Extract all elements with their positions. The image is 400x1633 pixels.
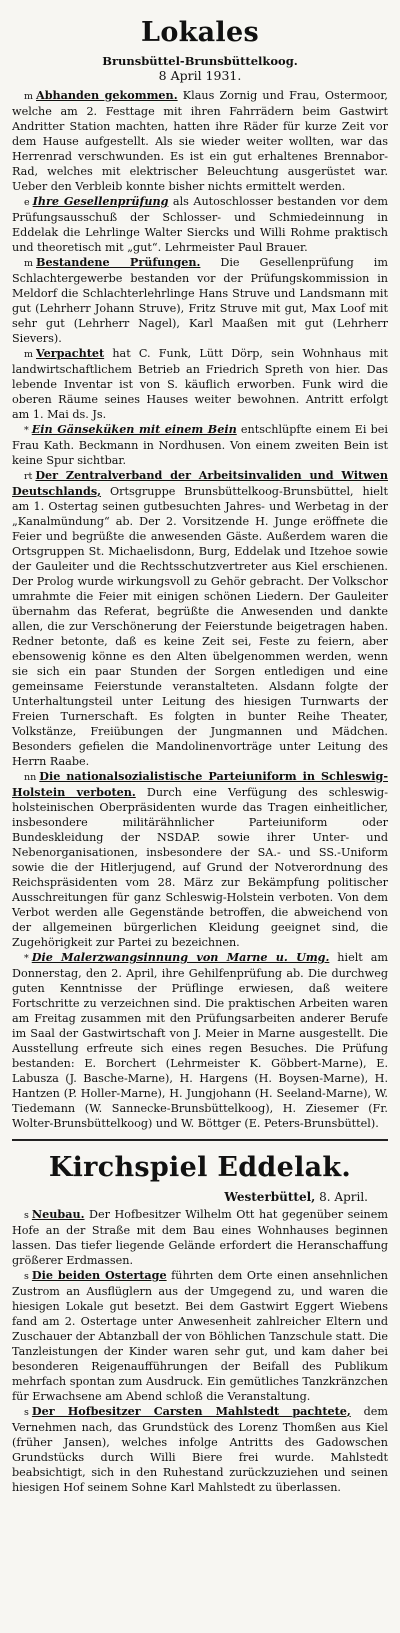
article-marker: s <box>24 1210 29 1221</box>
article-heading: Bestandene Prüfungen. <box>36 255 201 269</box>
article-body: Durch eine Verfügung des schleswig-holsteinischen Oberpräsidenten wurde das Tragen einheitlicher, insbesondere militärähnlicher Parteiuniform oder Bundeskleidung der NSDAP. sowie ihrer Unter- und Nebenorganisationen, insbesondere der SA.- und SS.-Uniform sowie die der Hitlerjugend, auf Grund der Notverordnung des Reichspräsidenten vom 28. März zur Bekämpfung politischer Ausschreitungen für ganz Schleswig-Holstein verboten. Von dem Verbot werden alle Gegenstände betroffen, die abweichend von der allgemeinen bürgerlichen Kleidung geeignet sind, die Zugehörigkeit zur Partei zu bezeichnen. <box>12 786 389 949</box>
article <box>12 1207 388 1268</box>
dateline-date: 8. April. <box>315 1190 368 1204</box>
article-body: entschlüpfte einem Ei bei Frau Kath. Beckmann in Nordhusen. Von einem zweiten Bein ist keine Spur sichtbar. <box>12 423 389 467</box>
article <box>12 255 388 346</box>
section-title: Lokales <box>141 17 259 48</box>
article-marker: rt <box>24 471 33 482</box>
article-heading: Ein Gänseküken mit einem Bein <box>31 422 237 436</box>
dateline-date: 8 April 1931. <box>158 68 242 83</box>
article <box>12 769 388 950</box>
article-body: Der Hofbesitzer Wilhelm Ott hat gegenüber seinem Hofe an der Straße mit dem Bau eines Wohnhauses beginnen lassen. Das tiefer liegende Gelände erfordert die Heranschaffung größerer Erdmassen. <box>12 1208 388 1267</box>
section-lokales <box>12 18 388 1131</box>
article <box>12 950 388 1131</box>
article <box>12 422 388 468</box>
article-heading: Der Hofbesitzer Carsten Mahlstedt pachtete, <box>31 1404 351 1418</box>
article-marker: e <box>24 197 30 208</box>
article-heading: Neubau. <box>31 1207 85 1221</box>
article-marker: s <box>24 1407 29 1418</box>
article-body: führten dem Orte einen ansehnlichen Zustrom an Ausflüglern aus der Umgegend zu, und waren die hiesigen Lokale gut besetzt. Bei dem Gastwirt Eggert Wiebens fand am 2. Ostertage unter Anwesenheit zahlreicher Eltern und Zuschauer der Abtanzball der von Böhlichen Tanzschule statt. Die Tanzleistungen der Kinder waren sehr gut, und kam daher bei besonderen Reigenaufführungen der Beifall des Publikum mehrfach spontan zum Ausdruck. Ein gemütliches Tanzkränzchen für Erwachsene am Abend schloß die Veranstaltung. <box>12 1269 388 1403</box>
dateline-place: Brunsbüttel-Brunsbüttelkoog. <box>102 54 298 68</box>
article <box>12 88 388 194</box>
article-marker: * <box>24 425 29 436</box>
article-marker: m <box>24 91 34 102</box>
article-body: Klaus Zornig und Frau, Ostermoor, welche am 2. Festtage mit ihren Fahrrädern beim Gastwirt Andritter Station machten, hatten ihre Räder für kurze Zeit vor dem Hause aufgestellt. Als sie wieder weiter wollten, war das Herrenrad verschwunden. Es ist ein gut erhaltenes Brennabor-Rad, welches mit elektrischer Beleuchtung ausgerüstet war. Ueber den Verbleib konnte bisher nichts ermittelt werden. <box>12 89 388 193</box>
article <box>12 1404 388 1495</box>
article-body: Die Gesellenprüfung im Schlachtergewerbe bestanden vor der Prüfungskommission in Meldorf die Schlachterlehrlinge Hans Struve und Landsmann mit gut (Lehrherr Johann Struve), Fritz Struve mit gut, Max Loof mit sehr gut (Lehrherr Nagel), Karl Maaßen mit gut (Lehrherr Sievers). <box>12 256 388 345</box>
article-marker: nn <box>24 772 37 783</box>
article-body: als Autoschlosser bestanden vor dem Prüfungsausschuß der Schlosser- und Schmiedeinnung in Eddelak die Lehrlinge Walter Siercks und Willi Rohme praktisch und theoretisch mit „gut“. Lehrmeister Paul Brauer. <box>12 195 388 254</box>
article-marker: s <box>24 1271 29 1282</box>
article-heading: Verpachtet <box>36 346 105 360</box>
article-heading: Der Zentralverband der Arbeitsinvaliden und Witwen Deutschlands, <box>12 468 388 498</box>
article-list <box>12 88 388 1131</box>
article-marker: * <box>24 953 29 964</box>
article-body: dem Vernehmen nach, das Grundstück des Lorenz Thomßen aus Kiel (früher Jansen), welches infolge Antritts des Gadowschen Grundstücks durch Willi Biere frei wurde. Mahlstedt beabsichtigt, sich in den Ruhestand zurückzuziehen und seinen hiesigen Hof seinem Sohne Karl Mahlstedt zu überlassen. <box>12 1405 389 1494</box>
article-body: Ortsgruppe Brunsbüttelkoog-Brunsbüttel, hielt am 1. Ostertag seinen gutbesuchten Jahres- und Werbetag in der „Kanalmündung“ ab. Der 2. Vorsitzende H. Junge eröffnete die Feier und begrüßte die anwesenden Gäste. Außerdem waren die Ortsgruppen St. Michaelisdonn, Burg, Eddelak und Itzehoe sowie der Gauleiter und die Rechtsschutzvertreter aus Kiel erschienen. Der Prolog wurde wirkungsvoll zu Gehör gebracht. Der Volkschor umrahmte die Feier mit einigen schönen Liedern. Der Gauleiter übernahm das Referat, begrüßte die Anwesenden und dankte allen, die zur Verschönerung der Feierstunde beigetragen haben. Redner betonte, daß es keine Zeit sei, Feste zu feiern, aber ebensowenig könne es den Alten übelgenommen werden, wenn sie sich ein paar Stunden der Sorgen entledigen und eine gemeinsame Feierstunde veranstalteten. Alsdann folgte der Unterhaltungsteil unter Leitung des hiesigen Turnwarts der Freien Turnerschaft. Es folgten in bunter Reihe Theater, Volkstänze, Freiübungen der Jungmannen und Mädchen. Besonders gefielen die Mandolinenvorträge unter Leitung des Herrn Raabe. <box>12 485 388 768</box>
article-heading: Die nationalsozialistische Parteiuniform in Schleswig-Holstein verboten. <box>12 769 388 799</box>
article-marker: m <box>24 258 34 269</box>
section-kirchspiel-eddelak <box>12 1153 388 1495</box>
section-title: Kirchspiel Eddelak. <box>48 1152 352 1183</box>
article-heading: Ihre Gesellenprüfung <box>32 194 169 208</box>
article-body: hat C. Funk, Lütt Dörp, sein Wohnhaus mit landwirtschaftlichem Betrieb an Friedrich Spreth von hier. Das lebende Inventar ist von S. käuflich erworben. Funk wird die oberen Räume seines Hauses weiter bewohnen. Antritt erfolgt am 1. Mai ds. Js. <box>12 347 388 421</box>
article <box>12 1268 388 1404</box>
article <box>12 468 388 769</box>
article-body: hielt am Donnerstag, den 2. April, ihre Gehilfenprüfung ab. Die durchweg guten Kenntnisse der Prüflinge erwiesen, daß weitere Fortschritte zu verzeichnen sind. Die praktischen Arbeiten waren am Freitag zusammen mit den Prüfungsarbeiten anderer Berufe im Saal der Gastwirtschaft von J. Meier in Marne ausgestellt. Die Ausstellung erfreute sich eines regen Besuches. Die Prüfung bestanden: E. Borchert (Lehrmeister K. Göbbert-Marne), E. Labuszа (J. Basche-Marne), H. Hargens (H. Boysen-Marne), H. Hantzen (P. Holler-Marne), H. Jungjohann (H. Seeland-Marne), W. Tiedemann (W. Sannecke-Brunsbüttelkoog), H. Ziesemer (Fr. Wolter-Brunsbüttelkoog) und W. Böttger (E. Peters-Brunsbüttel). <box>12 951 388 1130</box>
section-divider <box>12 1139 388 1141</box>
article-list <box>12 1207 388 1495</box>
dateline <box>12 1189 388 1205</box>
dateline-place: Westerbüttel, <box>224 1190 316 1204</box>
article-heading: Die beiden Ostertage <box>31 1268 167 1282</box>
article <box>12 194 388 255</box>
article-marker: m <box>24 349 34 360</box>
article-heading: Die Malerzwangsinnung von Marne u. Umg. <box>31 950 330 964</box>
article-heading: Abhanden gekommen. <box>36 88 178 102</box>
article <box>12 346 388 422</box>
